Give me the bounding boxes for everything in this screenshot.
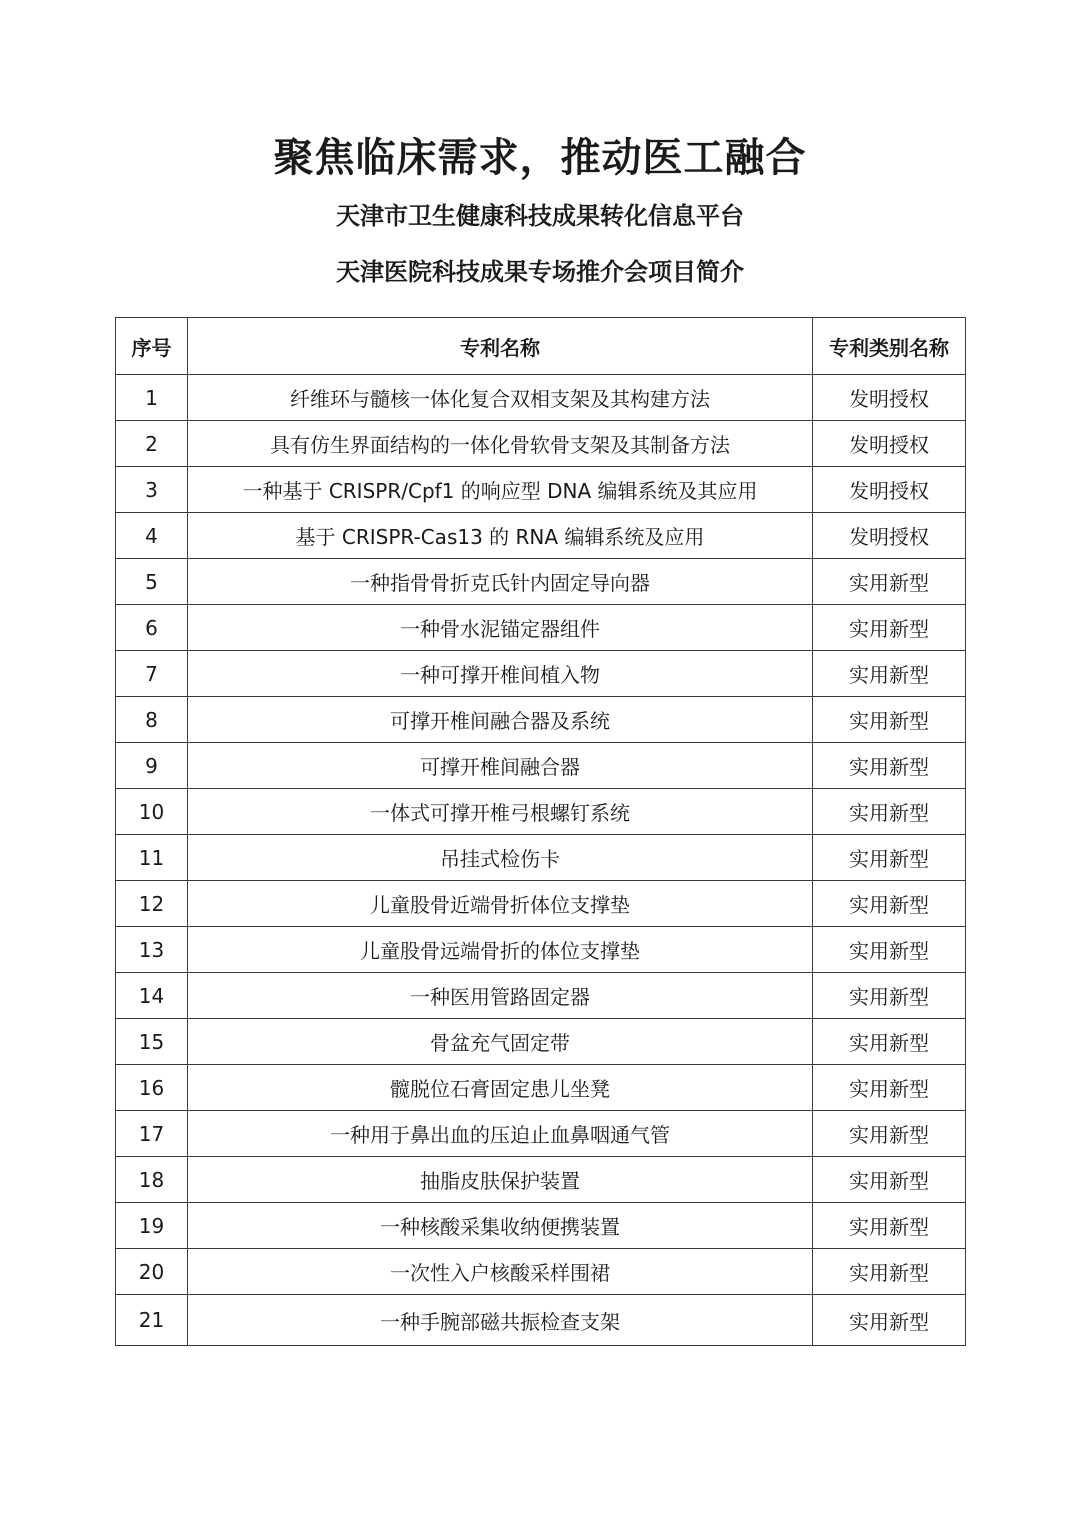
table-row [116,651,966,697]
patent-category: 实用新型 [813,743,966,789]
patent-name: 一体式可撑开椎弓根螺钉系统 [188,789,813,835]
patent-category: 实用新型 [813,881,966,927]
table-row [116,513,966,559]
serial-number: 6 [116,605,188,651]
patent-category: 实用新型 [813,927,966,973]
table-row [116,1203,966,1249]
patent-name: 可撑开椎间融合器及系统 [188,697,813,743]
serial-number: 13 [116,927,188,973]
table-row [116,743,966,789]
table-row [116,421,966,467]
serial-number: 14 [116,973,188,1019]
patent-name: 骨盆充气固定带 [188,1019,813,1065]
header-patent-category: 专利类别名称 [813,318,966,375]
subtitle-platform: 天津市卫生健康科技成果转化信息平台 [336,202,744,230]
serial-number: 4 [116,513,188,559]
serial-number: 18 [116,1157,188,1203]
serial-number: 9 [116,743,188,789]
patent-category: 实用新型 [813,1111,966,1157]
patent-name: 可撑开椎间融合器 [188,743,813,789]
patent-name: 吊挂式检伤卡 [188,835,813,881]
patent-name: 儿童股骨近端骨折体位支撑垫 [188,881,813,927]
patent-name: 纤维环与髓核一体化复合双相支架及其构建方法 [188,375,813,421]
table-row [116,375,966,421]
serial-number: 21 [116,1295,188,1346]
table-row [116,881,966,927]
table-row [116,1111,966,1157]
serial-number: 10 [116,789,188,835]
subtitle-event: 天津医院科技成果专场推介会项目简介 [336,258,744,286]
patent-category: 实用新型 [813,1203,966,1249]
table-header-row [116,318,966,375]
patent-category: 发明授权 [813,375,966,421]
patent-name: 一种骨水泥锚定器组件 [188,605,813,651]
table-row [116,789,966,835]
table-row [116,973,966,1019]
serial-number: 20 [116,1249,188,1295]
patent-name: 具有仿生界面结构的一体化骨软骨支架及其制备方法 [188,421,813,467]
patent-name: 一种用于鼻出血的压迫止血鼻咽通气管 [188,1111,813,1157]
patent-name: 抽脂皮肤保护装置 [188,1157,813,1203]
serial-number: 1 [116,375,188,421]
patent-category: 实用新型 [813,1157,966,1203]
serial-number: 19 [116,1203,188,1249]
patent-category: 发明授权 [813,513,966,559]
patent-name: 一种基于 CRISPR/Cpf1 的响应型 DNA 编辑系统及其应用 [188,467,813,513]
patent-category: 发明授权 [813,467,966,513]
patent-name: 基于 CRISPR-Cas13 的 RNA 编辑系统及应用 [188,513,813,559]
patent-name: 一种指骨骨折克氏针内固定导向器 [188,559,813,605]
patent-category: 实用新型 [813,1295,966,1346]
table-row [116,697,966,743]
patent-category: 实用新型 [813,697,966,743]
serial-number: 7 [116,651,188,697]
patent-table [115,317,966,1346]
patent-category: 实用新型 [813,1019,966,1065]
patent-category: 实用新型 [813,789,966,835]
table-row [116,1249,966,1295]
patent-category: 实用新型 [813,835,966,881]
serial-number: 2 [116,421,188,467]
patent-category: 实用新型 [813,1065,966,1111]
patent-category: 实用新型 [813,605,966,651]
table-row [116,1065,966,1111]
serial-number: 12 [116,881,188,927]
patent-category: 发明授权 [813,421,966,467]
table-row [116,605,966,651]
serial-number: 11 [116,835,188,881]
serial-number: 16 [116,1065,188,1111]
table-row [116,835,966,881]
table-row [116,927,966,973]
patent-category: 实用新型 [813,1249,966,1295]
patent-name: 儿童股骨远端骨折的体位支撑垫 [188,927,813,973]
patent-name: 一种手腕部磁共振检查支架 [188,1295,813,1346]
serial-number: 15 [116,1019,188,1065]
patent-name: 一种可撑开椎间植入物 [188,651,813,697]
table-row [116,1295,966,1346]
table-row [116,1019,966,1065]
patent-category: 实用新型 [813,973,966,1019]
patent-name: 一种核酸采集收纳便携装置 [188,1203,813,1249]
table-row [116,1157,966,1203]
table-row [116,467,966,513]
patent-name: 一次性入户核酸采样围裙 [188,1249,813,1295]
serial-number: 5 [116,559,188,605]
table-row [116,559,966,605]
patent-name: 一种医用管路固定器 [188,973,813,1019]
serial-number: 8 [116,697,188,743]
patent-category: 实用新型 [813,651,966,697]
serial-number: 3 [116,467,188,513]
patent-name: 髋脱位石膏固定患儿坐凳 [188,1065,813,1111]
patent-category: 实用新型 [813,559,966,605]
page-title: 聚焦临床需求，推动医工融合 [273,135,807,181]
header-patent-name: 专利名称 [188,318,813,375]
header-serial-number: 序号 [116,318,188,375]
serial-number: 17 [116,1111,188,1157]
